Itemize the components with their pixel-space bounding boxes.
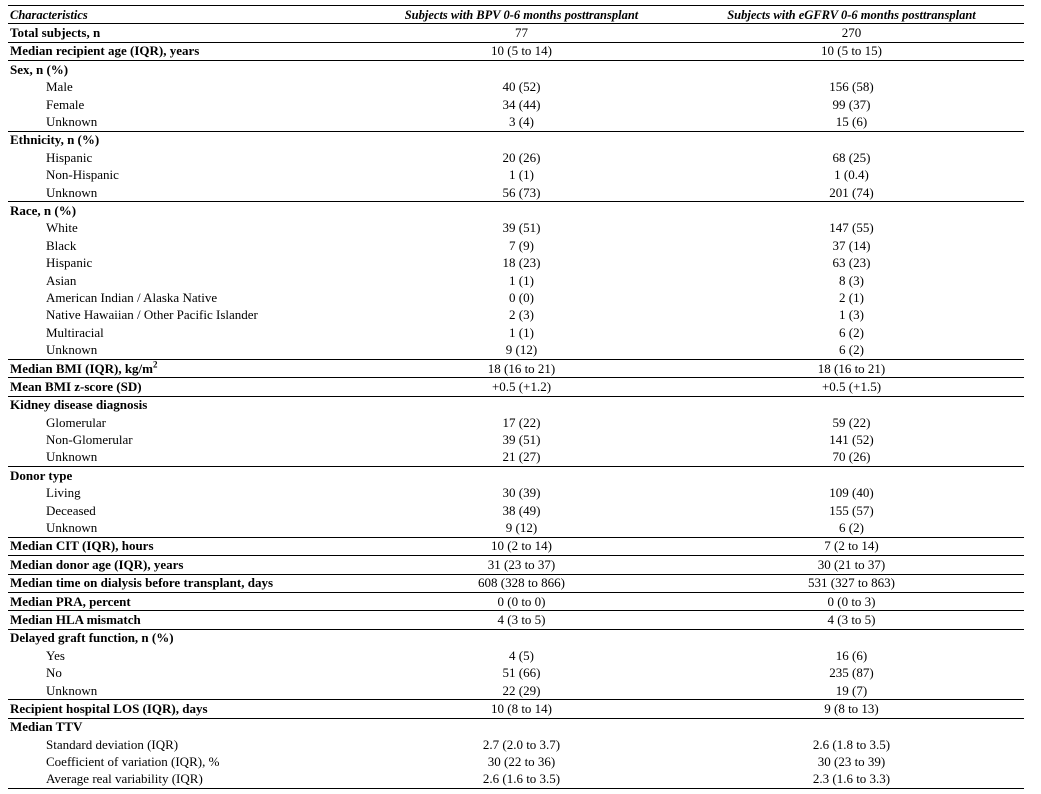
row-label (8, 42, 364, 60)
row-label-text: Hispanic (46, 255, 93, 271)
cell-bpv: 20 (26) (502, 149, 541, 165)
table-section-row (8, 467, 1024, 485)
cell-bpv: 3 (4) (509, 114, 534, 130)
cell-bpv: 9 (12) (505, 520, 538, 536)
header-egfrv: Subjects with eGFRV 0-6 months posttransplant (679, 6, 1024, 24)
row-label-text: Male (46, 79, 73, 95)
header-bpv: Subjects with BPV 0-6 months posttransplant (364, 6, 679, 24)
cell-bpv: 56 (73) (502, 184, 541, 200)
cell-egfrv: 6 (2) (839, 520, 864, 536)
cell-egfrv: 15 (6) (835, 114, 868, 130)
table-section-row (8, 396, 1024, 414)
cell-egfrv: 147 (55) (829, 220, 874, 236)
table-row (8, 341, 1024, 359)
row-label (8, 502, 364, 519)
table-section-row (8, 700, 1024, 718)
row-label (8, 272, 364, 289)
table-section-row (8, 42, 1024, 60)
table-row (8, 449, 1024, 467)
row-label-text: Median TTV (10, 719, 83, 735)
cell-bpv: 2.7 (2.0 to 3.7) (482, 736, 561, 752)
superscript: 2 (153, 359, 158, 370)
row-label-text: Median CIT (IQR), hours (10, 538, 154, 554)
row-label-text: White (46, 220, 78, 236)
table-row (8, 167, 1024, 184)
cell-bpv: 31 (23 to 37) (364, 556, 679, 574)
cell-bpv: 9 (12) (505, 342, 538, 358)
table-row (8, 431, 1024, 448)
row-label (8, 202, 364, 220)
table-row (8, 519, 1024, 537)
row-label (8, 359, 364, 377)
table-row (8, 96, 1024, 113)
cell-egfrv: 1 (0.4) (834, 167, 869, 183)
cell-bpv: 1 (1) (509, 324, 534, 340)
row-label (8, 431, 364, 448)
table-row (8, 324, 1024, 341)
row-label (8, 341, 364, 359)
row-label-text: American Indian / Alaska Native (46, 289, 218, 305)
row-label (8, 718, 364, 736)
row-label (8, 96, 364, 113)
cell-egfrv (679, 61, 1024, 79)
characteristics-table (8, 5, 1024, 789)
cell-bpv: 2.6 (1.6 to 3.5) (364, 771, 679, 789)
table-section-row (8, 359, 1024, 377)
row-label-text: Native Hawaiian / Other Pacific Islander (46, 307, 258, 323)
row-label-text: Recipient hospital LOS (IQR), days (10, 700, 208, 716)
cell-bpv: 608 (328 to 866) (364, 574, 679, 592)
cell-egfrv: 99 (37) (832, 96, 871, 112)
row-label (8, 556, 364, 574)
row-label-text: Median donor age (IQR), years (10, 556, 184, 572)
row-label-text: Unknown (46, 520, 98, 536)
cell-bpv: 40 (52) (502, 79, 541, 95)
row-label-text: Multiracial (46, 324, 104, 340)
row-label (8, 220, 364, 237)
cell-bpv: 30 (39) (502, 485, 541, 501)
cell-egfrv: 2 (1) (839, 289, 864, 305)
cell-bpv: 4 (3 to 5) (364, 611, 679, 629)
row-label (8, 307, 364, 324)
table-section-row (8, 537, 1024, 555)
row-label-text: Mean BMI z-score (SD) (10, 378, 142, 394)
table-row (8, 184, 1024, 202)
row-label (8, 736, 364, 753)
table-row (8, 485, 1024, 502)
row-label-text: Sex, n (%) (10, 61, 69, 77)
table-row (8, 414, 1024, 431)
row-label-text: Hispanic (46, 149, 93, 165)
cell-bpv (364, 202, 679, 220)
row-label (8, 485, 364, 502)
cell-egfrv: 531 (327 to 863) (679, 574, 1024, 592)
table-row (8, 113, 1024, 131)
cell-egfrv (679, 396, 1024, 414)
table-row (8, 289, 1024, 306)
cell-egfrv: 0 (0 to 3) (679, 592, 1024, 610)
cell-egfrv: 59 (22) (832, 414, 871, 430)
cell-bpv: 10 (5 to 14) (364, 42, 679, 60)
table-row (8, 664, 1024, 681)
row-label-text: Non-Hispanic (46, 167, 119, 183)
cell-bpv: 39 (51) (502, 220, 541, 236)
table-row (8, 771, 1024, 789)
cell-egfrv: +0.5 (+1.5) (679, 378, 1024, 396)
row-label-text: Total subjects, n (10, 25, 101, 41)
cell-egfrv: 30 (21 to 37) (679, 556, 1024, 574)
cell-egfrv: 37 (14) (832, 237, 871, 253)
cell-bpv: 51 (66) (502, 665, 541, 681)
row-label-text: Ethnicity, n (%) (10, 132, 100, 148)
row-label (8, 414, 364, 431)
table-section-row (8, 611, 1024, 629)
cell-bpv: +0.5 (+1.2) (364, 378, 679, 396)
row-label-text: Median HLA mismatch (10, 611, 141, 627)
table-body (8, 24, 1024, 789)
cell-bpv: 7 (9) (509, 237, 534, 253)
table-section-row (8, 61, 1024, 79)
table-section-row (8, 378, 1024, 396)
cell-bpv: 18 (23) (502, 255, 541, 271)
row-label (8, 700, 364, 718)
cell-egfrv: 6 (2) (839, 324, 864, 340)
cell-bpv (364, 61, 679, 79)
cell-egfrv (679, 718, 1024, 736)
cell-egfrv: 156 (58) (829, 79, 874, 95)
row-label (8, 79, 364, 96)
table-row (8, 682, 1024, 700)
cell-egfrv: 109 (40) (829, 485, 874, 501)
row-label-text: Standard deviation (IQR) (46, 736, 179, 752)
row-label (8, 149, 364, 166)
table-section-row (8, 24, 1024, 42)
table-row (8, 502, 1024, 519)
row-label (8, 237, 364, 254)
cell-bpv: 0 (0 to 0) (364, 592, 679, 610)
row-label (8, 592, 364, 610)
cell-egfrv: 70 (26) (832, 449, 871, 465)
row-label-text: Race, n (%) (10, 202, 77, 218)
cell-egfrv: 19 (7) (835, 682, 868, 698)
cell-bpv: 1 (1) (509, 167, 534, 183)
header-characteristics: Characteristics (8, 6, 364, 24)
cell-egfrv: 201 (74) (829, 184, 874, 200)
cell-bpv: 38 (49) (502, 502, 541, 518)
cell-bpv: 34 (44) (502, 96, 541, 112)
row-label-text: Deceased (46, 502, 96, 518)
table-section-row (8, 202, 1024, 220)
row-label-text: Female (46, 96, 85, 112)
row-label (8, 467, 364, 485)
row-label-text: Non-Glomerular (46, 432, 133, 448)
row-label (8, 167, 364, 184)
row-label (8, 24, 364, 42)
row-label (8, 184, 364, 202)
table-section-row (8, 629, 1024, 647)
cell-egfrv (679, 131, 1024, 149)
row-label-text: Asian (46, 272, 77, 288)
table-section-row (8, 574, 1024, 592)
cell-egfrv: 7 (2 to 14) (679, 537, 1024, 555)
row-label (8, 519, 364, 537)
cell-bpv (364, 131, 679, 149)
row-label-text: No (46, 665, 62, 681)
cell-egfrv: 9 (8 to 13) (679, 700, 1024, 718)
cell-bpv (364, 629, 679, 647)
cell-egfrv: 6 (2) (839, 342, 864, 358)
cell-bpv: 77 (364, 24, 679, 42)
row-label-text: Kidney disease diagnosis (10, 397, 148, 413)
row-label (8, 61, 364, 79)
row-label-text: Median time on dialysis before transplant, days (10, 575, 274, 591)
table-row (8, 254, 1024, 271)
table-row (8, 79, 1024, 96)
cell-bpv (364, 396, 679, 414)
table-row (8, 272, 1024, 289)
cell-egfrv (679, 202, 1024, 220)
row-label (8, 537, 364, 555)
row-label-text: Unknown (46, 449, 98, 465)
row-label (8, 131, 364, 149)
table-row (8, 307, 1024, 324)
row-label (8, 324, 364, 341)
cell-egfrv: 18 (16 to 21) (679, 359, 1024, 377)
row-label-text: Black (46, 237, 77, 253)
cell-egfrv: 4 (3 to 5) (679, 611, 1024, 629)
table-section-row (8, 718, 1024, 736)
cell-egfrv (679, 467, 1024, 485)
row-label-text: Delayed graft function, n (%) (10, 630, 174, 646)
cell-bpv: 18 (16 to 21) (364, 359, 679, 377)
cell-bpv: 0 (0) (509, 289, 534, 305)
table-row (8, 753, 1024, 770)
cell-egfrv: 10 (5 to 15) (679, 42, 1024, 60)
row-label (8, 611, 364, 629)
cell-bpv: 2 (3) (509, 307, 534, 323)
row-label (8, 449, 364, 467)
cell-bpv: 4 (5) (509, 647, 534, 663)
row-label (8, 289, 364, 306)
row-label (8, 254, 364, 271)
cell-bpv (364, 467, 679, 485)
row-label-text: Median PRA, percent (10, 593, 131, 609)
table-row (8, 736, 1024, 753)
row-label (8, 682, 364, 700)
cell-egfrv: 1 (3) (839, 307, 864, 323)
cell-bpv: 22 (29) (502, 682, 541, 698)
cell-egfrv: 155 (57) (829, 502, 874, 518)
table-row (8, 149, 1024, 166)
cell-egfrv: 63 (23) (832, 255, 871, 271)
row-label (8, 574, 364, 592)
cell-bpv: 1 (1) (509, 272, 534, 288)
table-row (8, 647, 1024, 664)
cell-egfrv: 2.6 (1.8 to 3.5) (812, 736, 891, 752)
row-label-text: Unknown (46, 114, 98, 130)
cell-bpv: 10 (2 to 14) (364, 537, 679, 555)
row-label (8, 629, 364, 647)
table-section-row (8, 131, 1024, 149)
row-label-text: Unknown (46, 342, 98, 358)
row-label-text: Living (46, 485, 81, 501)
row-label (8, 753, 364, 770)
cell-egfrv (679, 629, 1024, 647)
cell-egfrv: 16 (6) (835, 647, 868, 663)
row-label-text: Yes (46, 647, 65, 663)
row-label-text: Donor type (10, 467, 73, 483)
row-label (8, 378, 364, 396)
row-label (8, 113, 364, 131)
cell-bpv (364, 718, 679, 736)
cell-egfrv: 2.3 (1.6 to 3.3) (679, 771, 1024, 789)
cell-bpv: 17 (22) (502, 414, 541, 430)
table-section-row (8, 556, 1024, 574)
cell-bpv: 21 (27) (502, 449, 541, 465)
row-label (8, 647, 364, 664)
row-label-text: Median BMI (IQR), kg/m (10, 360, 153, 376)
row-label (8, 396, 364, 414)
row-label-text: Coefficient of variation (IQR), % (46, 754, 220, 770)
table-row (8, 220, 1024, 237)
cell-bpv: 30 (22 to 36) (487, 754, 556, 770)
row-label-text: Glomerular (46, 414, 106, 430)
cell-egfrv: 235 (87) (829, 665, 874, 681)
row-label-text: Unknown (46, 184, 98, 200)
row-label (8, 664, 364, 681)
cell-egfrv: 8 (3) (839, 272, 864, 288)
table-section-row (8, 592, 1024, 610)
cell-egfrv: 30 (23 to 39) (817, 754, 886, 770)
cell-egfrv: 68 (25) (832, 149, 871, 165)
cell-bpv: 10 (8 to 14) (364, 700, 679, 718)
row-label-text: Median recipient age (IQR), years (10, 43, 200, 59)
cell-bpv: 39 (51) (502, 432, 541, 448)
table-row (8, 237, 1024, 254)
row-label (8, 771, 364, 789)
row-label-text: Average real variability (IQR) (46, 771, 203, 787)
row-label-text: Unknown (46, 682, 98, 698)
cell-egfrv: 141 (52) (829, 432, 874, 448)
table-header-row (8, 6, 1024, 24)
cell-egfrv: 270 (679, 24, 1024, 42)
